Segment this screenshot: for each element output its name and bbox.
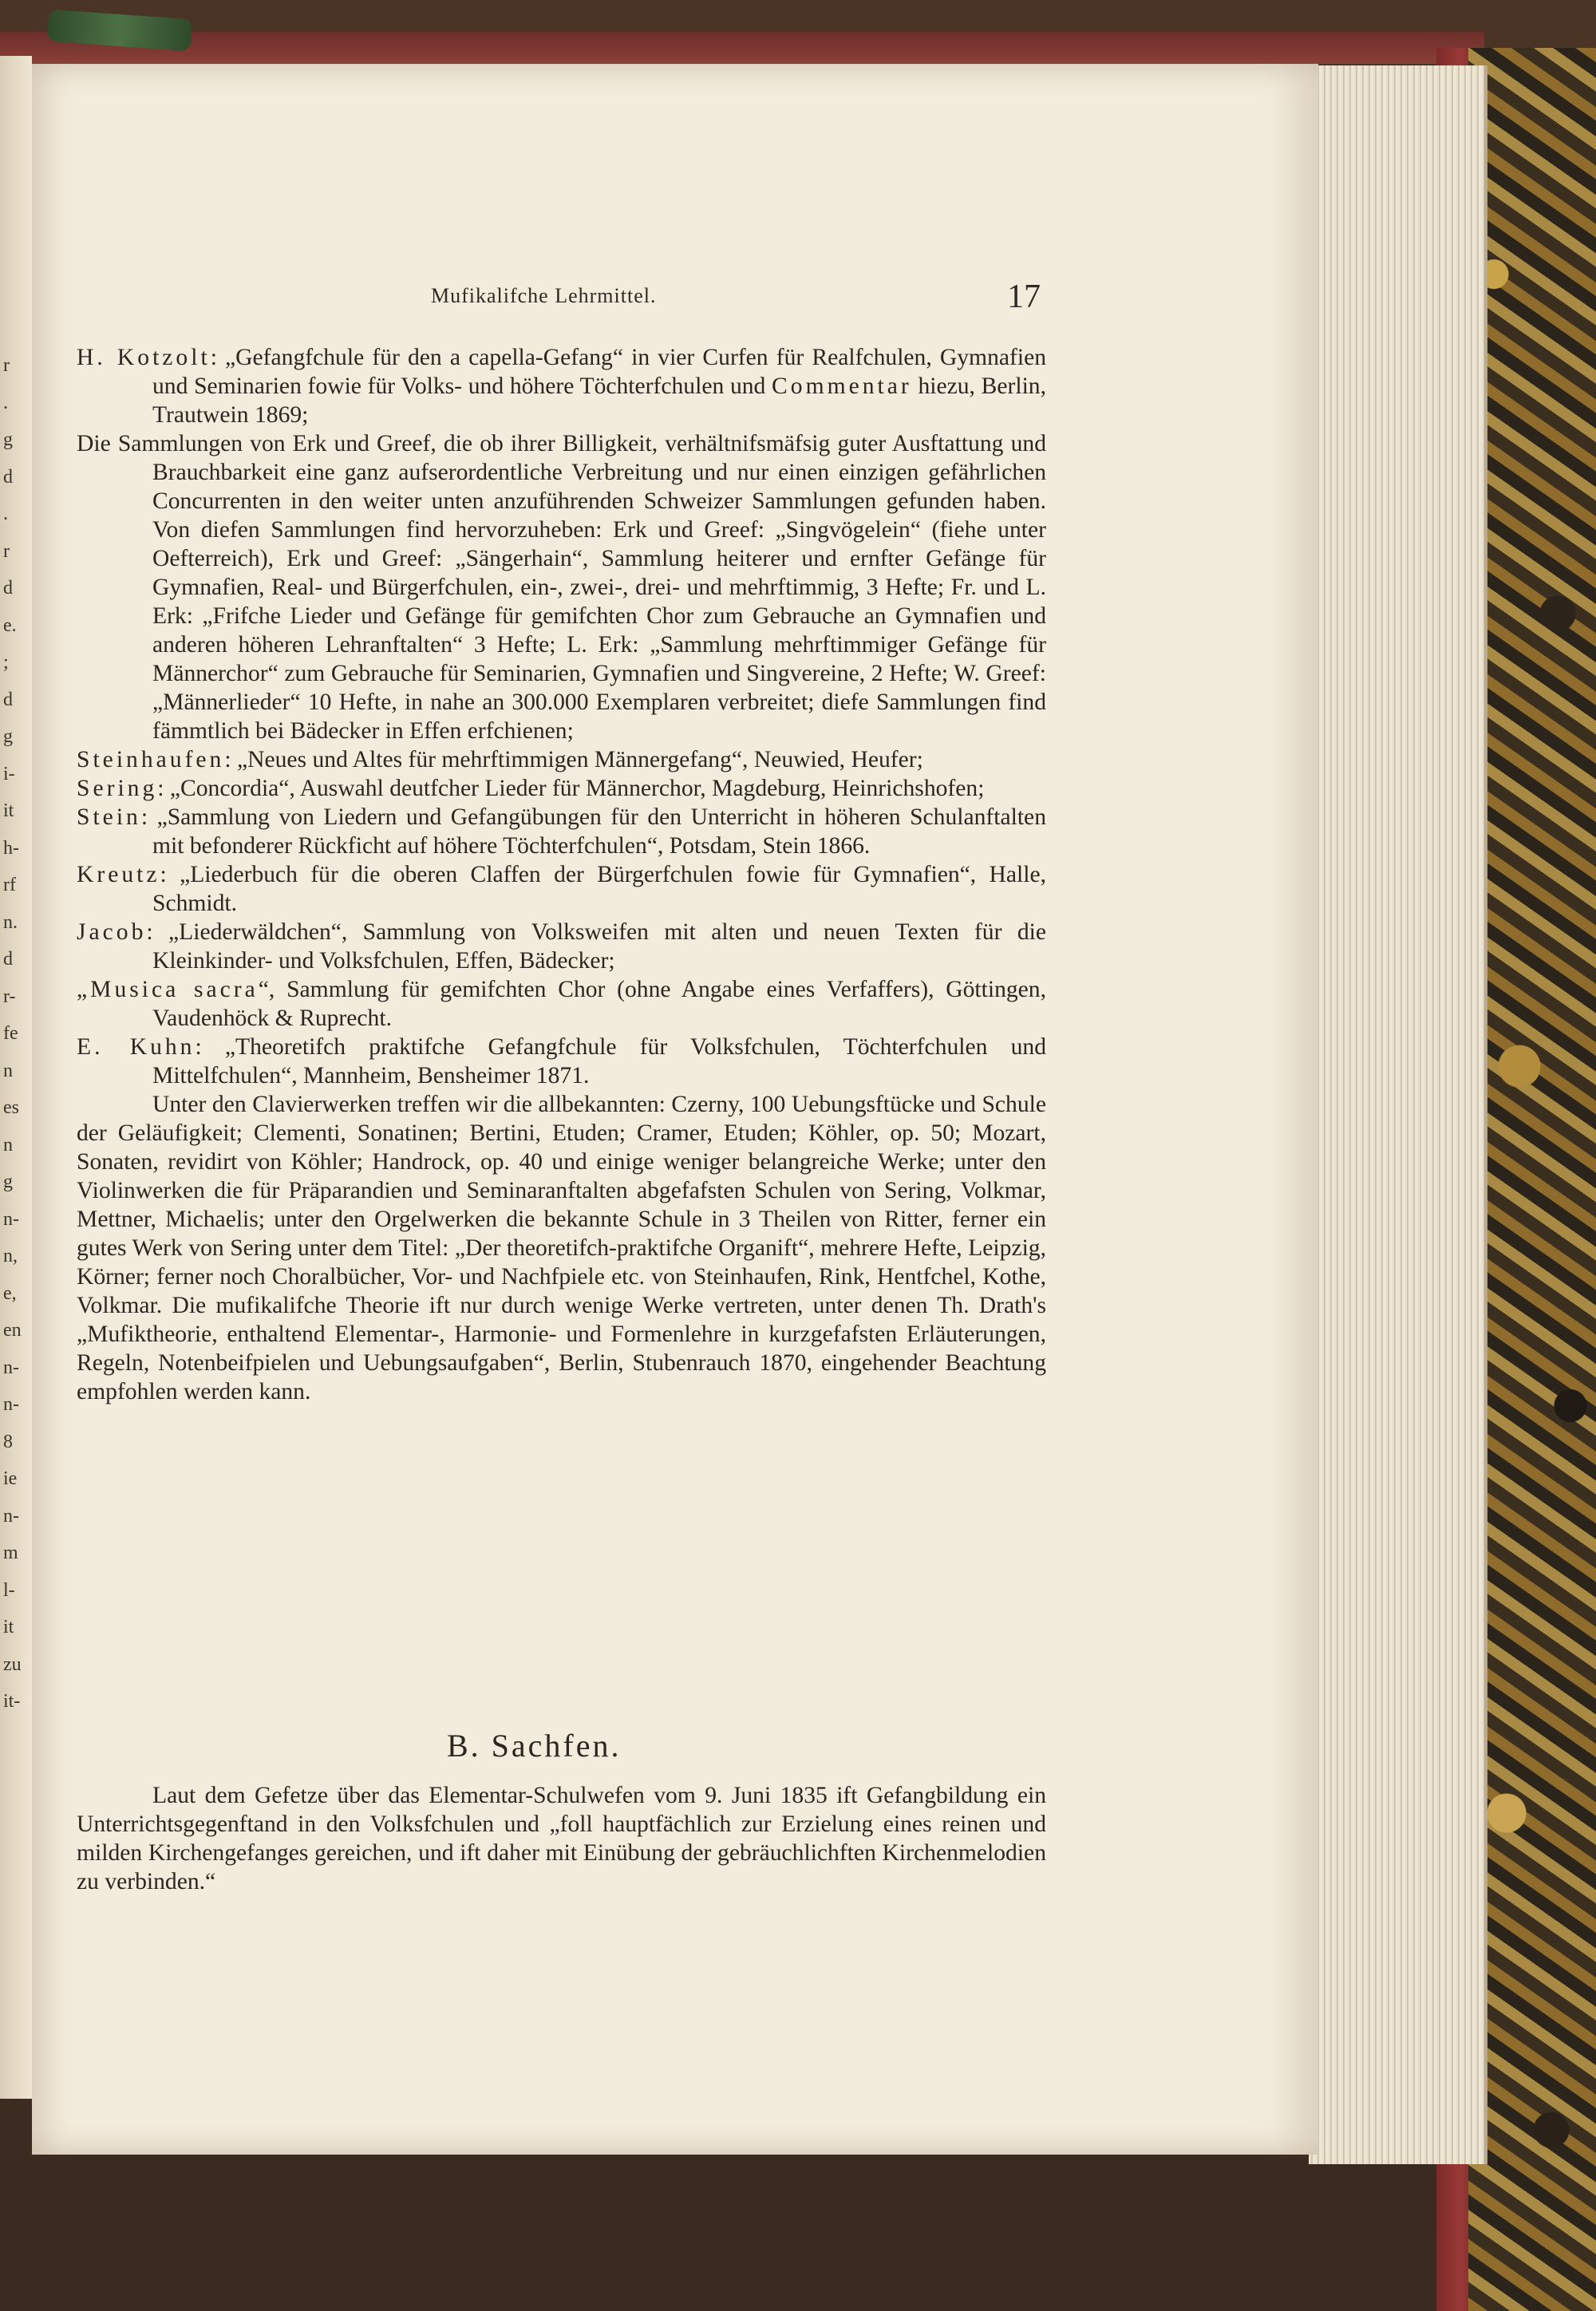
entry-author: Kreutz: [77, 862, 160, 887]
left-page-fragment: r-: [3, 986, 16, 1007]
entry-text: : „Neues und Altes für mehrftimmigen Männergefang“, Neuwied, Heufer;: [224, 747, 923, 772]
entry-author: „Musica sacra: [77, 977, 259, 1002]
section-paragraph: Laut dem Gefetze über das Elementar-Schulwefen vom 9. Juni 1835 ift Gefangbildung ein Unterrichtsgegenftand in den Volksfchulen und „foll hauptfächlich zur Erzielung eines reinen und milden Kirchengefanges gereichen, und ift daher mit Einübung der gebräuchlichften Kirchenmelodien zu verbinden.“: [77, 1783, 1046, 1894]
left-page-fragment: .: [3, 504, 8, 524]
running-head: Mufikalifche Lehrmittel.: [431, 284, 657, 307]
left-page-fragment: d: [3, 578, 13, 598]
entry-lead: Die Sammlungen von: [77, 431, 293, 456]
left-page-fragment: m: [3, 1543, 18, 1563]
entry-author: Jacob: [77, 919, 147, 945]
left-page-fragment: d: [3, 689, 13, 710]
left-page-fragment: d: [3, 949, 13, 970]
entry-steinhaufen: [77, 745, 1046, 774]
left-page-fragment: it: [3, 800, 14, 821]
entry-author: Sering: [77, 776, 158, 801]
entry-text: “, Sammlung für gemifchten Chor (ohne Angabe eines Verfaffers), Göttingen, Vaudenhöck & Ruprecht.: [152, 977, 1046, 1031]
left-page-fragment: n: [3, 1134, 13, 1156]
entry-tail: hiezu, Berlin, Trautwein 1869;: [152, 373, 1046, 428]
body-text: [77, 343, 1046, 1406]
left-page-fragment: g: [3, 726, 13, 747]
left-page-fragment: en: [3, 1320, 22, 1341]
left-page-fragment: e.: [3, 614, 17, 636]
left-page-fragment: i-: [3, 763, 15, 784]
left-page-fragment: ;: [3, 652, 9, 673]
left-page-fragment: zu: [3, 1653, 22, 1675]
left-page-fragment: r: [3, 355, 10, 376]
entry-text: : „Sammlung von Liedern und Gefangübungen für den Unterricht in höheren Schulanftalten mit befonderer Rückficht auf höhere Töchterfchulen“, Potsdam, Stein 1866.: [140, 804, 1046, 859]
left-page-fragment: n-: [3, 1505, 19, 1527]
left-page-fragment: 8: [3, 1431, 13, 1452]
marbled-cover-board: [1468, 48, 1596, 2311]
entry-kotzolt: [77, 343, 1046, 429]
left-page-fragment: n,: [3, 1246, 18, 1266]
closing-paragraph: Unter den Clavierwerken treffen wir die allbekannten: Czerny, 100 Uebungsftücke und Schule der Geläufigkeit; Clementi, Sonatinen; Bertini, Etuden; Cramer, Etuden; Köhler, op. 50; Mozart, Sonaten, revidirt von Köhler; Handrock, op. 40 und einige weniger belangreiche Werke; unter den Violinwerken die für Präparandien und Seminaranftalten abgefafsten Schulen von Sering, Volkmar, Mettner, Michaelis; unter den Orgelwerken die bekannte Schule in 3 Theilen von Ritter, ferner ein gutes Werk von Sering unter dem Titel: „Der theoretifch-praktifche Organift“, mehrere Hefte, Leipzig, Körner; ferner noch Choralbücher, Vor- und Nachfpiele etc. von Steinhaufen, Rink, Hentfchel, Kothe, Volkmar. Die mufikalifche Theorie ift nur durch wenige Werke vertreten, unter denen Th. Drath's „Mufiktheorie, enthaltend Elementar-, Harmonie- und Formenlehre in kurzgefafsten Erläuterungen, Regeln, Notenbeifpielen und Uebungsaufgaben“, Berlin, Stubenrauch 1870, eingehender Beachtung empfohlen werden kann.: [77, 1092, 1046, 1404]
left-page-fragment: fe: [3, 1023, 18, 1044]
left-page-fragment: rf: [3, 875, 16, 895]
entry-author: Steinhaufen: [77, 747, 225, 772]
left-page-fragment: l-: [3, 1579, 15, 1601]
entry-sering: [77, 774, 1046, 803]
page-number: 17: [1007, 279, 1041, 315]
entry-stein: [77, 803, 1046, 860]
entry-text: : „Theoretifch praktifche Gefangfchule für Volksfchulen, Töchterfchulen und Mittelfchulen“, Mannheim, Bensheimer 1871.: [152, 1034, 1047, 1088]
entry-text: : „Liederbuch für die oberen Claffen der Bürgerfchulen fowie für Gymnafien“, Halle, Schmidt.: [152, 862, 1046, 916]
left-page-fragment: g: [3, 1171, 13, 1192]
left-page-fragment: e,: [3, 1282, 17, 1304]
entry-text: : „Gefangfchule für den a capella-Gefang“ in vier Curfen für Realfchulen, Gymnafien und Seminarien fowie für Volks- und höhere Töchterfchulen und: [152, 345, 1047, 399]
page-block-edges: [1309, 65, 1487, 2164]
entry-text: Erk und Greef, die ob ihrer Billigkeit, verhältnifsmäfsig guter Ausftattung und Brauchbarkeit eine ganz aufserordentliche Verbreitung und nur einen einzigen gefährlichen Concurrenten in den weiter unten anzuführenden Schweizer Sammlungen gefunden haben. Von diefen Sammlungen find hervorzuheben: Erk und Greef: „Singvögelein“ (fiehe unter Oefterreich), Erk und Greef: „Sängerhain“, Sammlung heiterer und ernfter Gefänge für Gymnafien, Real- und Bürgerfchulen, ein-, zwei-, drei- und mehrftimmig, 3 Hefte; Fr. und L. Erk: „Frifche Lieder und Gefänge für gemifchten Chor zum Gebrauche an Gymnafien und anderen höheren Lehranftalten“ 3 Hefte; L. Erk: „Sammlung mehrftimmiger Gefänge für Männerchor“ zum Gebrauche für Seminarien, Gymnafien und Singvereine, 2 Hefte; W. Greef: „Männerlieder“ 10 Hefte, in nahe an 300.000 Exemplaren verbreitet; diefe Sammlungen find fämmtlich bei Bädecker in Effen erfchienen;: [152, 431, 1046, 744]
left-page-fragment: n-: [3, 1208, 19, 1230]
left-page-fragment: n-: [3, 1357, 19, 1378]
left-page-fragment: n: [3, 1060, 13, 1081]
left-page-fragment: .: [3, 392, 8, 413]
book-top-edge: [0, 32, 1484, 64]
entry-jacob: [77, 918, 1046, 975]
entry-text: : „Concordia“, Auswahl deutfcher Lieder für Männerchor, Magdeburg, Heinrichshofen;: [157, 776, 985, 801]
left-page-fragment: h-: [3, 837, 19, 859]
left-page-fragment: g: [3, 429, 13, 450]
left-page-fragment: n-: [3, 1394, 19, 1415]
entry-author: Stein: [77, 804, 141, 830]
left-page-fragment: ie: [3, 1468, 18, 1489]
entry-spaced-word: Commentar: [772, 373, 912, 399]
left-page-fragment: n.: [3, 911, 18, 933]
entry-kreutz: [77, 860, 1046, 918]
left-page-fragment: it: [3, 1617, 14, 1637]
left-page-fragment: it-: [3, 1691, 21, 1712]
section-heading: B. Sachfen.: [447, 1728, 622, 1764]
entry-musica-sacra: [77, 975, 1046, 1033]
entry-text: : „Liederwäldchen“, Sammlung von Volksweifen mit alten und neuen Texten für die Kleinkinder- und Volksfchulen, Effen, Bädecker;: [146, 919, 1046, 974]
left-page-fragment: d: [3, 466, 13, 488]
entry-author: E. Kuhn: [77, 1034, 196, 1060]
entry-kuhn: [77, 1033, 1046, 1090]
entry-sammlungen: [77, 429, 1046, 745]
entry-author: H. Kotzolt: [77, 345, 211, 370]
left-page-fragment: r: [3, 540, 10, 562]
left-page-fragment: es: [3, 1097, 19, 1118]
